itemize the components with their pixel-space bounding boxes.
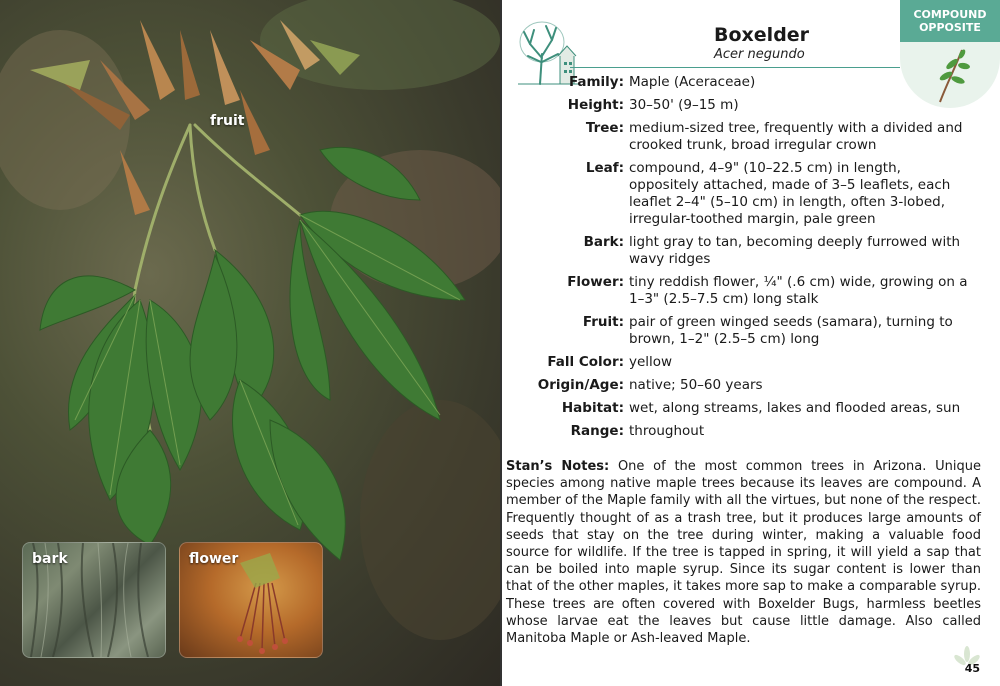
fact-row-leaf <box>502 160 972 228</box>
fact-value: compound, 4–9" (10–22.5 cm) in length, oppositely attached, made of 3–5 leaflets, each leaflet 2–4" (5–10 cm) in length, often 3-lobed, irregular-toothed margin, pale green <box>629 160 951 227</box>
fact-value: pair of green winged seeds (samara), turning to brown, 1–2" (2.5–5 cm) long <box>629 314 953 347</box>
fact-row-bark <box>502 234 972 268</box>
fact-row-range <box>502 423 972 440</box>
fact-key: Bark: <box>583 234 624 250</box>
fact-row-tree <box>502 120 972 154</box>
stans-notes <box>506 458 981 647</box>
fact-value: medium-sized tree, frequently with a divided and crooked trunk, broad irregular crown <box>629 120 963 153</box>
facts-list <box>502 74 972 446</box>
fact-value: throughout <box>629 423 705 439</box>
fact-row-habitat <box>502 400 972 417</box>
notes-text: One of the most common trees in Arizona. Unique species among native maple trees because its leaves are compound. A member of the Maple family with all the virtues, but none of the respect. Frequently thought of as a trash tree, but it produces large amounts of seeds that stay on the tree during winter, making a valuable food source for wildlife. If the tree is tapped in spring, it will yield a sap that can be boiled into maple syrup. Since its sugar content is lower than that of the other maples, it takes more sap to make a comparable syrup. These trees are often covered with Boxelder Bugs, harmless beetles whose larvae eat the leaves but cause little damage. Also called Manitoba Maple or Ash-leaved Maple. <box>506 459 982 647</box>
flower-label: flower <box>189 551 239 567</box>
badge-header <box>900 0 1000 42</box>
fact-key: Fruit: <box>582 314 624 330</box>
fact-row-height <box>502 97 972 114</box>
badge-line1: COMPOUND <box>913 8 987 21</box>
fact-row-fruit <box>502 314 972 348</box>
bark-label: bark <box>32 551 68 567</box>
fact-key: Flower: <box>567 274 624 290</box>
page-number: 45 <box>964 662 980 675</box>
fact-key: Range: <box>570 423 624 439</box>
fact-key: Tree: <box>585 120 624 136</box>
fact-value: yellow <box>629 354 673 370</box>
fact-value: tiny reddish flower, ¼" (.6 cm) wide, growing on a 1–3" (2.5–7.5 cm) long stalk <box>629 274 968 307</box>
fact-key: Habitat: <box>561 400 624 416</box>
fact-value: 30–50' (9–15 m) <box>629 97 739 113</box>
fact-row-fall-color <box>502 354 972 371</box>
fact-row-flower <box>502 274 972 308</box>
bark-inset-photo <box>22 542 166 658</box>
fact-key: Origin/Age: <box>537 377 624 393</box>
fact-key: Height: <box>567 97 624 113</box>
badge-line2: OPPOSITE <box>919 21 981 34</box>
fact-key: Leaf: <box>585 160 624 176</box>
fact-value: Maple (Aceraceae) <box>629 74 756 90</box>
flower-inset-photo <box>179 542 323 658</box>
title-rule <box>570 67 900 68</box>
fact-row-origin-age <box>502 377 972 394</box>
notes-label: Stan’s Notes: <box>506 459 610 474</box>
fruit-label: fruit <box>210 113 245 129</box>
fact-key: Family: <box>568 74 624 90</box>
fact-key: Fall Color: <box>547 354 624 370</box>
scientific-name: Acer negundo <box>714 47 805 62</box>
fact-row-family <box>502 74 972 91</box>
fact-value: wet, along streams, lakes and flooded areas, sun <box>629 400 961 416</box>
common-name-title: Boxelder <box>714 24 810 46</box>
fact-value: light gray to tan, becoming deeply furrowed with wavy ridges <box>629 234 961 267</box>
text-page <box>502 0 1000 686</box>
fact-value: native; 50–60 years <box>629 377 763 393</box>
